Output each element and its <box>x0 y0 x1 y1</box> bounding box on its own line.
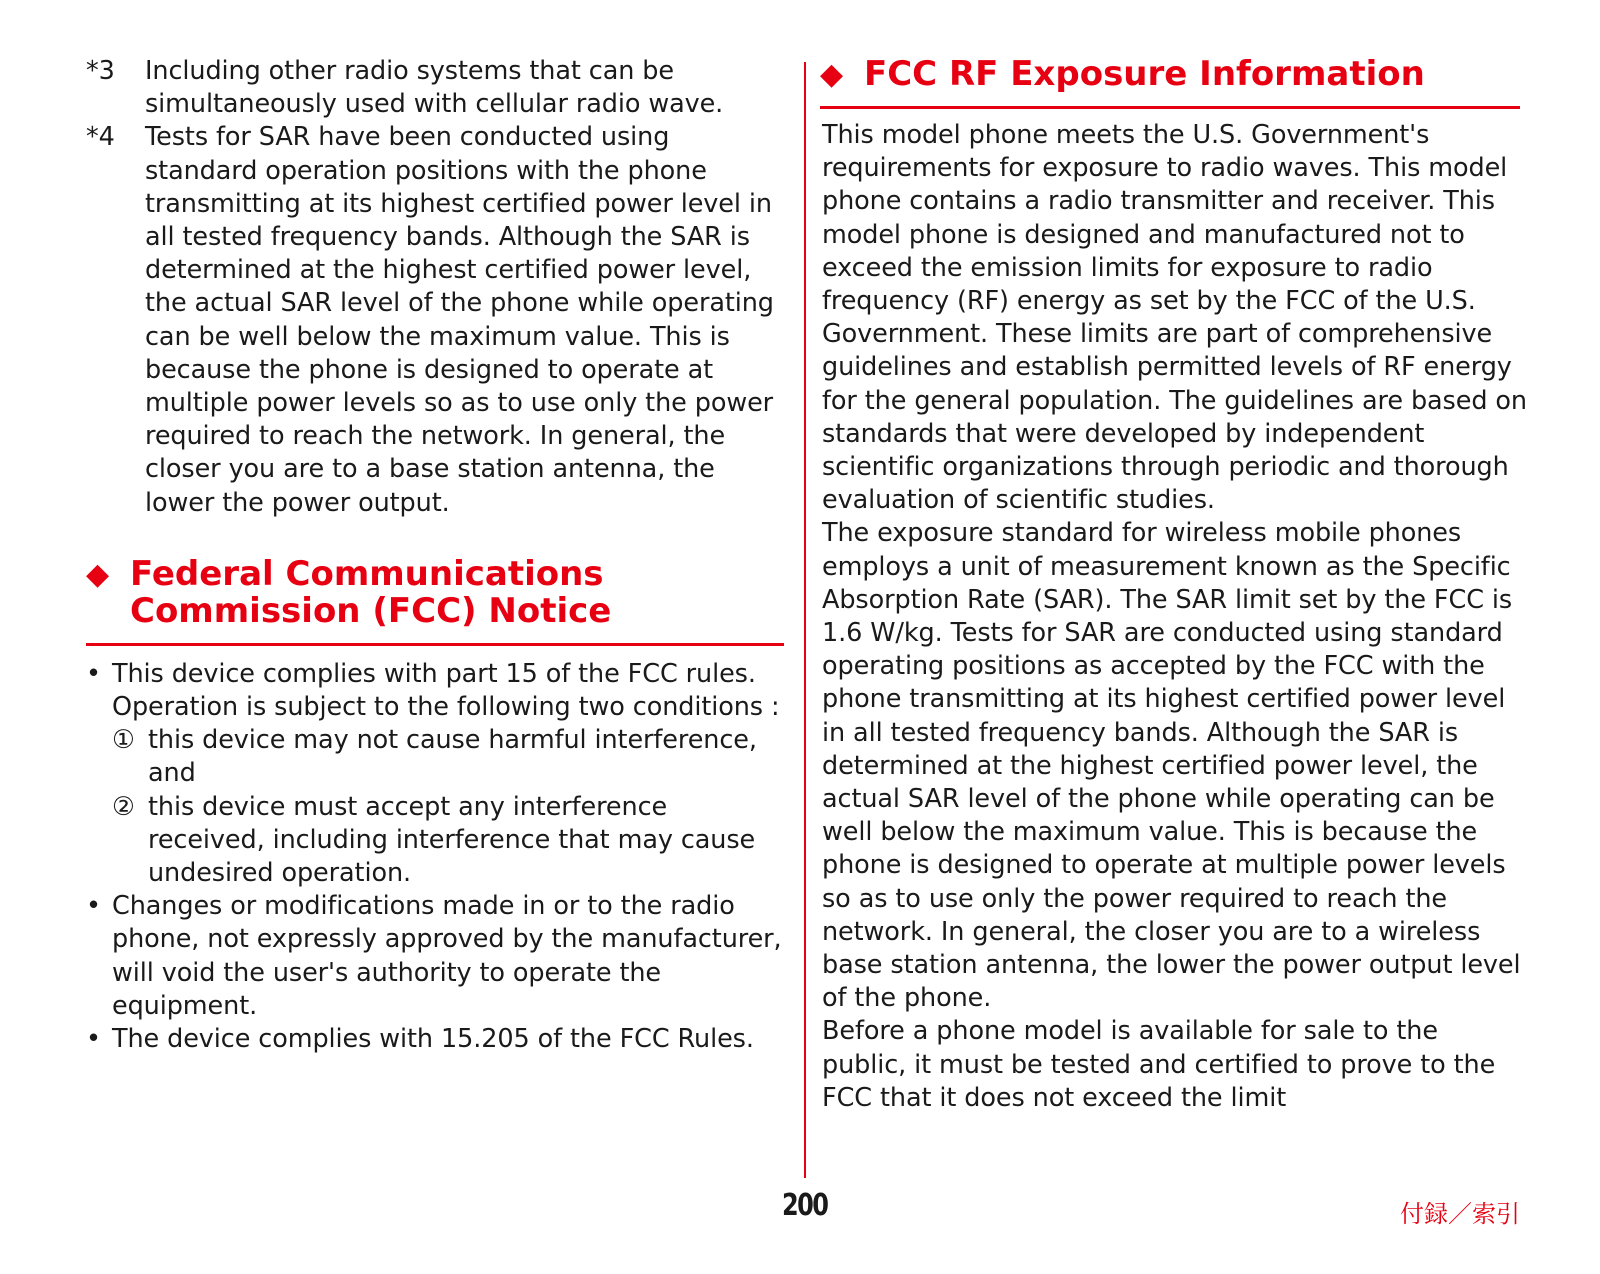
condition-item <box>112 724 786 790</box>
list-item <box>86 1023 786 1056</box>
list-item <box>86 658 786 890</box>
footnote-mark: *4 <box>86 122 115 153</box>
footnote-4 <box>86 121 786 519</box>
bullet-subtext: Operation is subject to the following two conditions : <box>112 692 780 723</box>
list-item <box>86 890 786 1023</box>
bullet-text: Changes or modifications made in or to the radio phone, not expressly approved by the manufacturer, will void the user's authority to operate the equipment. <box>112 891 782 1021</box>
bullet-icon: • <box>86 658 101 689</box>
section-heading-fcc-notice <box>86 553 784 646</box>
section-label: 付録／索引 <box>1400 1200 1520 1228</box>
condition-text: this device may not cause harmful interference, and <box>148 725 757 789</box>
diamond-icon: ◆ <box>820 57 844 92</box>
bullet-text: This device complies with part 15 of the FCC rules. <box>112 658 756 689</box>
column-divider <box>804 62 806 1178</box>
heading-text: FCC RF Exposure Information <box>864 54 1425 94</box>
bullet-icon: • <box>86 1024 101 1055</box>
left-column <box>86 55 786 1056</box>
circled-number-2: ② <box>112 791 135 822</box>
footnote-text: Including other radio systems that can be simultaneously used with cellular radio wave. <box>145 56 724 120</box>
section-heading-rf-exposure <box>820 55 1520 109</box>
heading-line: Federal Communications <box>130 553 604 594</box>
heading-line: Commission (FCC) Notice <box>130 590 612 631</box>
rf-exposure-body <box>822 119 1527 1115</box>
paragraph: Before a phone model is available for sale to the public, it must be tested and certified to prove to the FCC that it does not exceed the limit <box>822 1016 1496 1113</box>
condition-item <box>112 791 786 891</box>
bullet-list <box>86 658 786 1056</box>
bullet-icon: • <box>86 891 101 922</box>
condition-text: this device must accept any interference received, including interference that may cause undesired operation. <box>148 791 756 889</box>
footnote-3 <box>86 55 786 121</box>
diamond-icon: ◆ <box>86 556 110 592</box>
footnote-text: Tests for SAR have been conducted using standard operation positions with the phone transmitting at its highest certified power level in all tested frequency bands. Although the SAR is determined at the highest certified power level, the actual SAR level of the phone while operating can be well below the maximum value. This is because the phone is designed to operate at multiple power levels so as to use only the power required to reach the network. In general, the closer you are to a base station antenna, the lower the power output. <box>145 122 774 518</box>
paragraph: The exposure standard for wireless mobile phones employs a unit of measurement known as the Specific Absorption Rate (SAR). The SAR limit set by the FCC is 1.6 W/kg. Tests for SAR are conducted using standard operating positions as accepted by the FCC with the phone transmitting at its highest certified power level in all tested frequency bands. Although the SAR is determined at the highest certified power level, the actual SAR level of the phone while operating can be well below the maximum value. This is because the phone is designed to operate at multiple power levels so as to use only the power required to reach the network. In general, the closer you are to a wireless base station antenna, the lower the power output level of the phone. <box>822 518 1521 1014</box>
circled-number-1: ① <box>112 725 135 756</box>
footnote-mark: *3 <box>86 56 115 86</box>
right-column <box>822 55 1527 1115</box>
page-number: 200 <box>782 1188 828 1223</box>
paragraph: This model phone meets the U.S. Government's requirements for exposure to radio waves. This model phone contains a radio transmitter and receiver. This model phone is designed and manufactured not to exceed the emission limits for exposure to radio frequency (RF) energy as set by the FCC of the U.S. Government. These limits are part of comprehensive guidelines and establish permitted levels of RF energy for the general population. The guidelines are based on standards that were developed by independent scientific organizations through periodic and thorough evaluation of scientific studies. <box>822 120 1527 516</box>
bullet-text: The device complies with 15.205 of the FCC Rules. <box>112 1024 754 1055</box>
heading-text <box>130 553 612 631</box>
